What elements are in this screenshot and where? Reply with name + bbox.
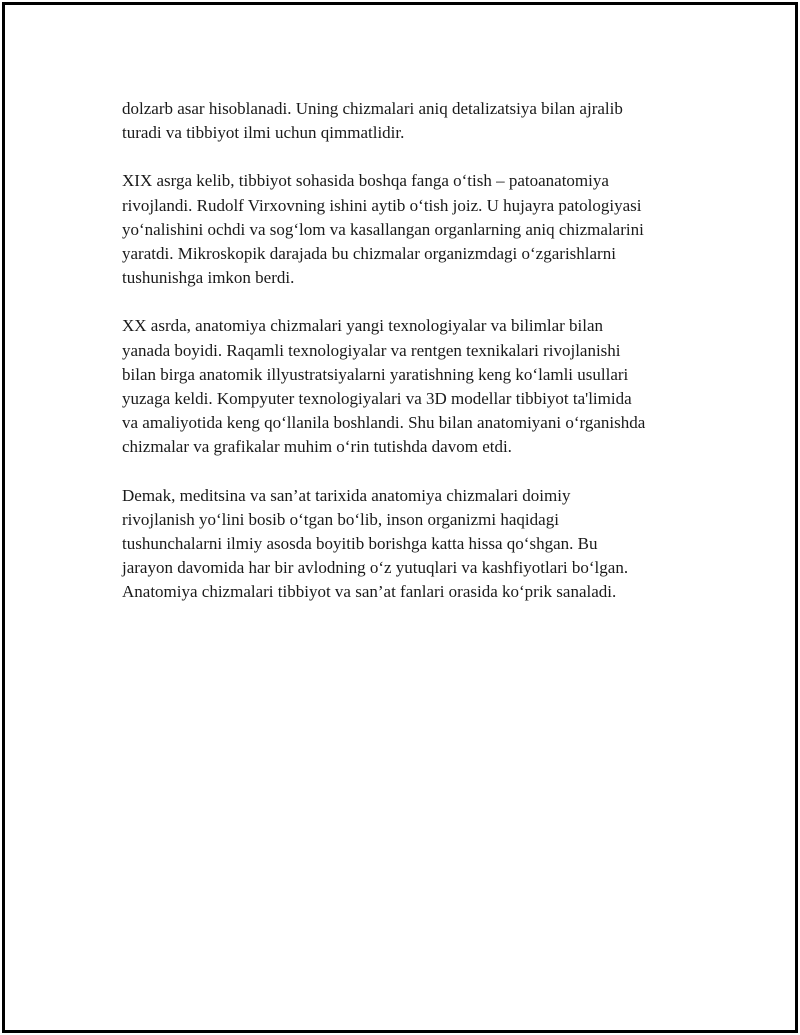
text-line: bilan birga anatomik illyustratsiyalarni yaratishning keng koʻlamli usullari (122, 364, 629, 384)
text-line: rivojlandi. Rudolf Virxovning ishini aytib oʻtish joiz. U hujayra patologiyasi (122, 195, 642, 215)
paragraph-3 (122, 314, 702, 459)
text-line: Anatomiya chizmalari tibbiyot va san’at fanlari orasida koʻprik sanaladi. (122, 582, 617, 602)
text-line: turadi va tibbiyot ilmi uchun qimmatlidir. (122, 123, 405, 143)
text-line: va amaliyotida keng qoʻllanila boshlandi. Shu bilan anatomiyani oʻrganishda (122, 413, 646, 433)
page-frame (2, 2, 798, 1033)
text-line: dolzarb asar hisoblanadi. Uning chizmalari aniq detalizatsiya bilan ajralib (122, 99, 623, 118)
text-line: yaratdi. Mikroskopik darajada bu chizmalar organizmdagi oʻzgarishlarni (122, 244, 616, 264)
paragraph-4 (122, 484, 702, 605)
text-line: tushunishga imkon berdi. (122, 268, 295, 288)
text-line: jarayon davomida har bir avlodning oʻz yutuqlari va kashfiyotlari boʻlgan. (122, 558, 629, 578)
document-body (122, 97, 702, 629)
paragraph-2 (122, 169, 702, 290)
text-line: rivojlanish yoʻlini bosib oʻtgan boʻlib, inson organizmi haqidagi (122, 509, 559, 529)
text-line: yuzaga keldi. Kompyuter texnologiyalari va 3D modellar tibbiyot ta'limida (122, 389, 632, 409)
text-line: chizmalar va grafikalar muhim oʻrin tutishda davom etdi. (122, 437, 512, 457)
text-line: tushunchalarni ilmiy asosda boyitib borishga katta hissa qoʻshgan. Bu (122, 534, 598, 554)
paragraph-1 (122, 97, 702, 145)
text-line: XIX asrga kelib, tibbiyot sohasida boshqa fanga oʻtish – patoanatomiya (122, 171, 609, 191)
text-line: yanada boyidi. Raqamli texnologiyalar va rentgen texnikalari rivojlanishi (122, 340, 621, 360)
text-line: Demak, meditsina va san’at tarixida anatomiya chizmalari doimiy (122, 485, 571, 505)
text-line: yoʻnalishini ochdi va sogʻlom va kasallangan organlarning aniq chizmalarini (122, 219, 644, 239)
text-line: XX asrda, anatomiya chizmalari yangi texnologiyalar va bilimlar bilan (122, 316, 604, 336)
